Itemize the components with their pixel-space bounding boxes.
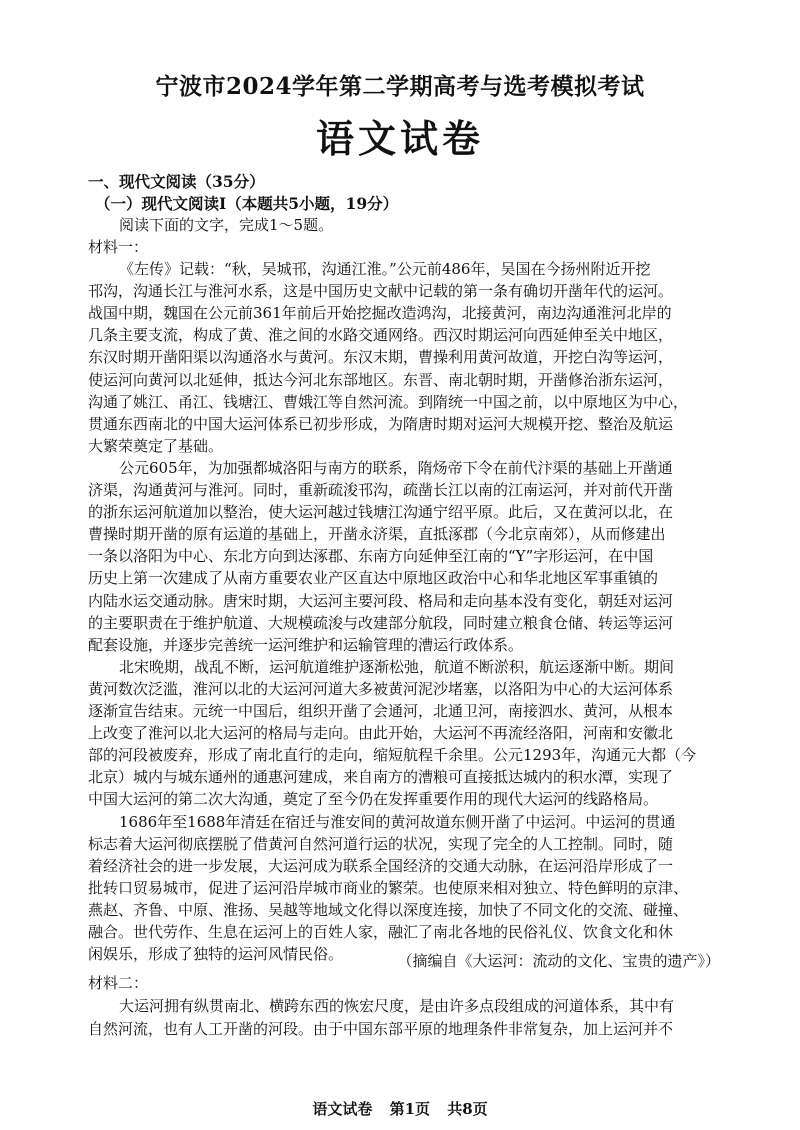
text-line: 东汉时期开凿阳渠以沟通洛水与黄河。东汉末期，曹操利用黄河故道，开挖白沟等运河，: [88, 348, 674, 367]
text-line: 着经济社会的进一步发展，大运河成为联系全国经济的交通大动脉，在运河沿岸形成了一: [88, 856, 674, 875]
exam-title: 宁波市2024学年第二学期高考与选考模拟考试: [155, 73, 645, 100]
text-line: 邗沟，沟通长江与淮河水系，这是中国历史文献中记载的第一条有确切开凿年代的运河。: [88, 282, 674, 301]
sub-section-heading: （一）现代文阅读Ⅰ（本题共5小题，19分）: [95, 194, 399, 213]
footer-total: 共8页: [447, 1100, 488, 1118]
text-line: 部的河段被废弃，形成了南北直行的走向，缩短航程千余里。公元1293年，沟通元大都（今: [88, 746, 697, 765]
text-line: 北宋晚期，战乱不断，运河航道维护逐渐松弛，航道不断淤积，航运逐渐中断。期间: [119, 657, 675, 676]
footer-subject: 语文试卷: [312, 1100, 373, 1118]
text-line: 内陆水运交通动脉。唐宋时期，大运河主要河段、格局和走向基本没有变化，朝廷对运河: [88, 591, 674, 610]
text-line: 自然河流，也有人工开凿的河段。由于中国东部平原的地理条件非常复杂，加上运河并不: [88, 1019, 674, 1038]
material-label: 材料二：: [88, 974, 149, 992]
text-line: 曹操时期开凿的原有运道的基础上，开凿永济渠，直抵涿郡（今北京南郊），从而修建出: [88, 525, 666, 544]
text-line: 济渠，沟通黄河与淮河。同时，重新疏浚邗沟，疏凿长江以南的江南运河，并对前代开凿: [88, 481, 674, 499]
text-line: 黄河数次泛滥，淮河以北的大运河河道大多被黄河泥沙堵塞，以洛阳为中心的大运河体系: [88, 679, 674, 698]
text-line: 一条以洛阳为中心、东北方向到达涿郡、东南方向延伸至江南的“Y”字形运河，在中国: [88, 547, 654, 566]
text-line: 历史上第一次建成了从南方重要农业产区直达中原地区政治中心和华北地区军事重镇的: [88, 569, 659, 588]
material-label: 材料一：: [88, 238, 149, 256]
text-line: 燕赵、齐鲁、中原、淮扬、吴越等地域文化得以深度连接，加快了不同文化的交流、碰撞、: [88, 900, 689, 919]
text-line: 的主要职责在于维护航道、大规模疏浚与改建部分航段，同时建立粮食仓储、转运等运河: [88, 613, 674, 632]
text-line: 批转口贸易城市，促进了运河沿岸城市商业的繁荣。也使原来相对独立、特色鲜明的京津、: [88, 878, 689, 897]
instruction-text: 阅读下面的文字，完成1～5题。: [119, 216, 334, 234]
text-line: 的浙东运河航道加以整治，使大运河越过钱塘江沟通宁绍平原。此后，又在黄河以北，在: [88, 503, 674, 522]
text-line: 融合。世代劳作、生息在运河上的百姓人家，融汇了南北各地的民俗礼仪、饮食文化和休: [88, 923, 674, 941]
text-line: 逐渐宣告结束。元统一中国后，组织开凿了会通河，北通卫河，南接泗水、黄河，从根本: [88, 702, 674, 720]
text-line: 闲娱乐，形成了独特的运河风情民俗。: [88, 945, 344, 964]
page-footer: [0, 1098, 800, 1119]
exam-subtitle: 语文试卷: [315, 116, 484, 161]
text-line: 公元605年，为加强都城洛阳与南方的联系，隋炀帝下令在前代汴渠的基础上开凿通: [119, 458, 673, 477]
text-line: 大繁荣奠定了基础。: [88, 436, 224, 455]
source-citation: （摘编自《大运河：流动的文化、宝贵的遗产》）: [397, 952, 720, 970]
text-line: 1686年至1688年清廷在宿迁与淮安间的黄河故道东侧开凿了中运河。中运河的贯通: [119, 812, 676, 831]
text-line: 北京）城内与城东通州的通惠河建成，来自南方的漕粮可直接抵达城内的积水潭，实现了: [88, 768, 674, 787]
text-line: 标志着大运河彻底摆脱了借黄河自然河道行运的状况，实现了完全的人工控制。同时，随: [88, 834, 674, 853]
text-line: 《左传》记载：“秋，吴城邗，沟通江淮。”公元前486年，吴国在今扬州附近开挖: [119, 260, 651, 278]
text-line: 沟通了姚江、甬江、钱塘江、曹娥江等自然河流。到隋统一中国之前，以中原地区为中心，: [88, 392, 689, 411]
text-line: 上改变了淮河以北大运河的格局与走向。由此开始，大运河不再流经洛阳，河南和安徽北: [88, 724, 674, 743]
text-line: 配套设施，并逐步完善统一运河维护和运输管理的漕运行政体系。: [88, 635, 524, 654]
text-line: 贯通东西南北的中国大运河体系已初步形成，为隋唐时期对运河大规模开挖、整治及航运: [88, 414, 674, 433]
section-heading: 一、现代文阅读（35分）: [88, 172, 265, 191]
text-line: 几条主要支流，构成了黄、淮之间的水路交通网络。西汉时期运河向西延伸至关中地区，: [88, 326, 674, 345]
footer-page: 第1页: [389, 1100, 430, 1118]
text-line: 战国中期，魏国在公元前361年前后开始挖掘改造鸿沟，北接黄河，南边沟通淮河北岸的: [88, 304, 672, 323]
text-line: 中国大运河的第二次大沟通，奠定了至今仍在发挥重要作用的现代大运河的线路格局。: [88, 790, 659, 809]
text-line: 使运河向黄河以北延伸，抵达今河北东部地区。东晋、南北朝时期，开凿修治浙东运河，: [88, 370, 674, 389]
text-line: 大运河拥有纵贯南北、横跨东西的恢宏尺度，是由许多点段组成的河道体系，其中有: [119, 997, 675, 1015]
